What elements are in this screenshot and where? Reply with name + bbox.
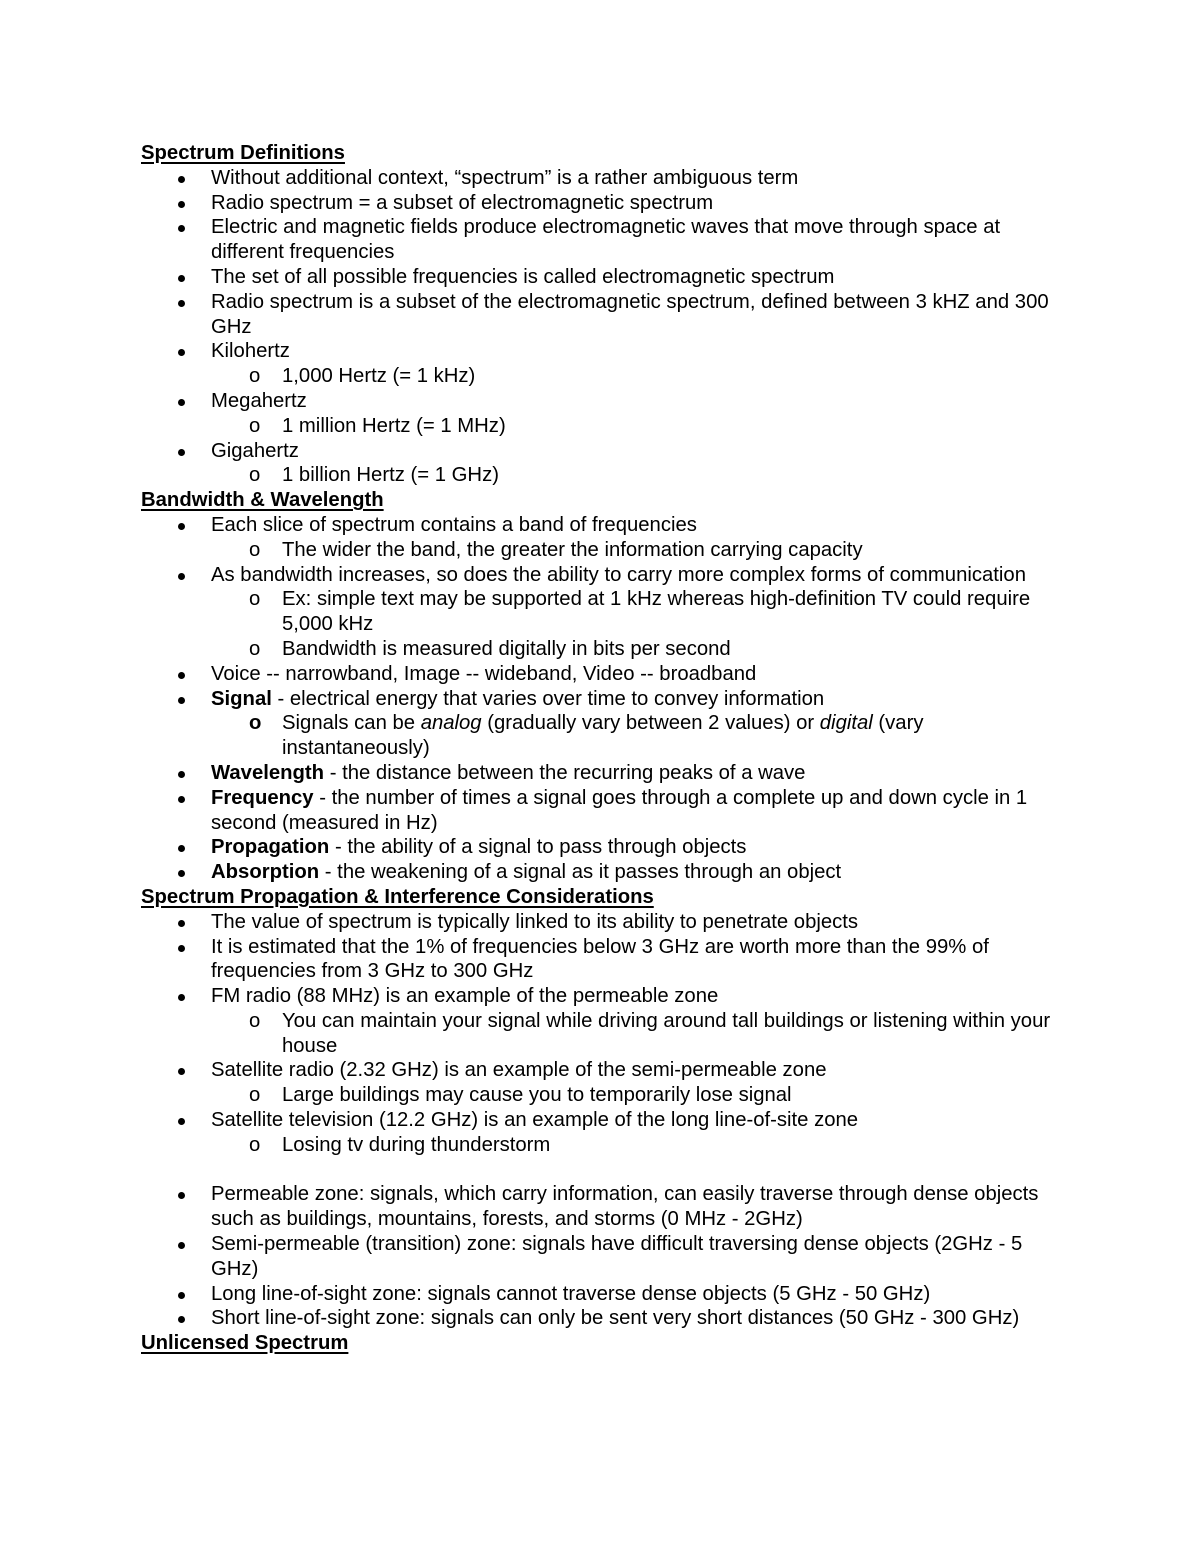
bullet-icon — [178, 697, 185, 704]
bullet-icon — [178, 1192, 185, 1199]
list-item: Kilohertz o 1,000 Hertz (= 1 kHz) — [141, 339, 1071, 389]
list-item: As bandwidth increases, so does the ability to carry more complex forms of communication o Ex: simple text may be supported at 1 kHz whereas high-definition TV could require 5,000 kHz o Bandwidth is measured digitally in bits per second — [141, 563, 1071, 662]
heading-spectrum-definitions: Spectrum Definitions — [141, 142, 345, 164]
sub-list-item: o Losing tv during thunderstorm — [249, 1133, 551, 1156]
list-item: Long line-of-sight zone: signals cannot traverse dense objects (5 GHz - 50 GHz) — [141, 1282, 1071, 1307]
sub-bullet-icon: o — [249, 712, 262, 735]
sub-bullet-icon: o — [249, 464, 261, 487]
bullet-icon — [178, 870, 185, 877]
bullet-icon — [178, 845, 185, 852]
bullet-icon — [178, 201, 185, 208]
sub-list — [211, 711, 1071, 761]
list-item: Electric and magnetic fields produce electromagnetic waves that move through space at different frequencies — [141, 215, 1071, 265]
sub-list-item: o Large buildings may cause you to temporarily lose signal — [249, 1084, 792, 1107]
term-signal: Signal — [211, 687, 272, 710]
sub-bullet-icon: o — [249, 637, 261, 660]
bullet-icon — [178, 176, 185, 183]
sub-list — [211, 1083, 1071, 1108]
bullet-icon — [178, 300, 185, 307]
bullet-icon — [178, 449, 185, 456]
list-item: Without additional context, “spectrum” is a rather ambiguous term — [141, 166, 1071, 191]
list-item: Radio spectrum = a subset of electromagnetic spectrum — [141, 191, 1071, 216]
bandwidth-list — [141, 513, 1071, 885]
list-item: Voice -- narrowband, Image -- wideband, Video -- broadband — [141, 662, 1071, 687]
term-wavelength: Wavelength — [211, 761, 325, 784]
list-item: The value of spectrum is typically linked to its ability to penetrate objects — [141, 910, 1071, 935]
heading-bandwidth-wavelength: Bandwidth & Wavelength — [141, 489, 384, 512]
bullet-icon — [178, 945, 185, 952]
sub-bullet-icon: o — [249, 1009, 261, 1032]
sub-bullet-icon: o — [249, 365, 261, 388]
bullet-icon — [178, 672, 185, 679]
bullet-icon — [178, 994, 185, 1001]
list-item: Satellite television (12.2 GHz) is an example of the long line-of-site zone o Losing tv during thunderstorm — [141, 1108, 1071, 1158]
list-item: Signal - electrical energy that varies over time to convey information o Signals can be analog (gradually vary between 2 values) or digital (vary instantaneously) — [141, 687, 1071, 761]
sub-bullet-icon: o — [249, 538, 261, 561]
list-item: Propagation - the ability of a signal to pass through objects — [141, 835, 1071, 860]
sub-bullet-icon: o — [249, 1084, 261, 1107]
propagation-list — [141, 910, 1071, 1158]
list-item: Satellite radio (2.32 GHz) is an example of the semi-permeable zone o Large buildings may cause you to temporarily lose signal — [141, 1058, 1071, 1108]
list-item: Radio spectrum is a subset of the electromagnetic spectrum, defined between 3 kHZ and 300 GHz — [141, 290, 1071, 340]
bullet-icon — [178, 275, 185, 282]
sub-list — [211, 587, 1071, 661]
sub-bullet-icon: o — [249, 588, 261, 611]
sub-list-item: o 1 billion Hertz (= 1 GHz) — [249, 464, 499, 487]
heading-unlicensed-spectrum: Unlicensed Spectrum — [141, 1332, 349, 1355]
sub-list-item: o The wider the band, the greater the information carrying capacity — [249, 538, 863, 561]
sub-list-item: o Bandwidth is measured digitally in bits per second — [249, 637, 731, 660]
bullet-icon — [178, 1118, 185, 1125]
bullet-icon — [178, 1068, 185, 1075]
list-item: Short line-of-sight zone: signals can only be sent very short distances (50 GHz - 300 GHz) — [141, 1306, 1071, 1331]
list-item: Megahertz o 1 million Hertz (= 1 MHz) — [141, 389, 1071, 439]
sub-list — [211, 414, 1071, 439]
term-frequency: Frequency — [211, 786, 314, 809]
list-item: Semi-permeable (transition) zone: signals have difficult traversing dense objects (2GHz - 5 GHz) — [141, 1232, 1071, 1282]
sub-list-item: o 1 million Hertz (= 1 MHz) — [249, 414, 506, 437]
bullet-icon — [178, 573, 185, 580]
sub-list-item: o You can maintain your signal while driving around tall buildings or listening within your house — [249, 1009, 1051, 1057]
bullet-icon — [178, 1242, 185, 1249]
sub-list — [211, 538, 1071, 563]
list-item: FM radio (88 MHz) is an example of the permeable zone o You can maintain your signal while driving around tall buildings or listening within your house — [141, 984, 1071, 1058]
sub-list-item: o 1,000 Hertz (= 1 kHz) — [249, 365, 476, 388]
sub-bullet-icon: o — [249, 414, 261, 437]
bullet-icon — [178, 1292, 185, 1299]
term-absorption: Absorption — [211, 861, 320, 884]
bullet-icon — [178, 523, 185, 530]
bullet-icon — [178, 349, 185, 356]
sub-list — [211, 1009, 1071, 1059]
sub-bullet-icon: o — [249, 1133, 261, 1156]
sub-list-item: o Ex: simple text may be supported at 1 kHz whereas high-definition TV could require 5,000 kHz — [249, 588, 1031, 636]
list-item: Absorption - the weakening of a signal as it passes through an object — [141, 860, 1071, 885]
bullet-icon — [178, 225, 185, 232]
bullet-icon — [178, 1316, 185, 1323]
sub-list — [211, 364, 1071, 389]
list-item: Permeable zone: signals, which carry information, can easily traverse through dense objects such as buildings, mountains, forests, and storms (0 MHz - 2GHz) — [141, 1182, 1071, 1232]
blank-line — [141, 1158, 1071, 1183]
term-propagation: Propagation — [211, 836, 330, 859]
bullet-icon — [178, 920, 185, 927]
list-item: Each slice of spectrum contains a band of frequencies o The wider the band, the greater the information carrying capacity — [141, 513, 1071, 563]
document-content — [141, 141, 1071, 1356]
list-item: Wavelength - the distance between the recurring peaks of a wave — [141, 761, 1071, 786]
sub-list — [211, 463, 1071, 488]
heading-propagation-interference: Spectrum Propagation & Interference Considerations — [141, 885, 654, 908]
bullet-icon — [178, 796, 185, 803]
bullet-icon — [178, 771, 185, 778]
zones-list — [141, 1182, 1071, 1331]
sub-list — [211, 1133, 1071, 1158]
list-item: Frequency - the number of times a signal goes through a complete up and down cycle in 1 second (measured in Hz) — [141, 786, 1071, 836]
sub-list-item: o Signals can be analog (gradually vary between 2 values) or digital (vary instantaneously) — [249, 712, 924, 760]
list-item: It is estimated that the 1% of frequencies below 3 GHz are worth more than the 99% of frequencies from 3 GHz to 300 GHz — [141, 935, 1071, 985]
list-item: Gigahertz o 1 billion Hertz (= 1 GHz) — [141, 439, 1071, 489]
list-item: The set of all possible frequencies is called electromagnetic spectrum — [141, 265, 1071, 290]
bullet-icon — [178, 399, 185, 406]
definitions-list — [141, 166, 1071, 488]
